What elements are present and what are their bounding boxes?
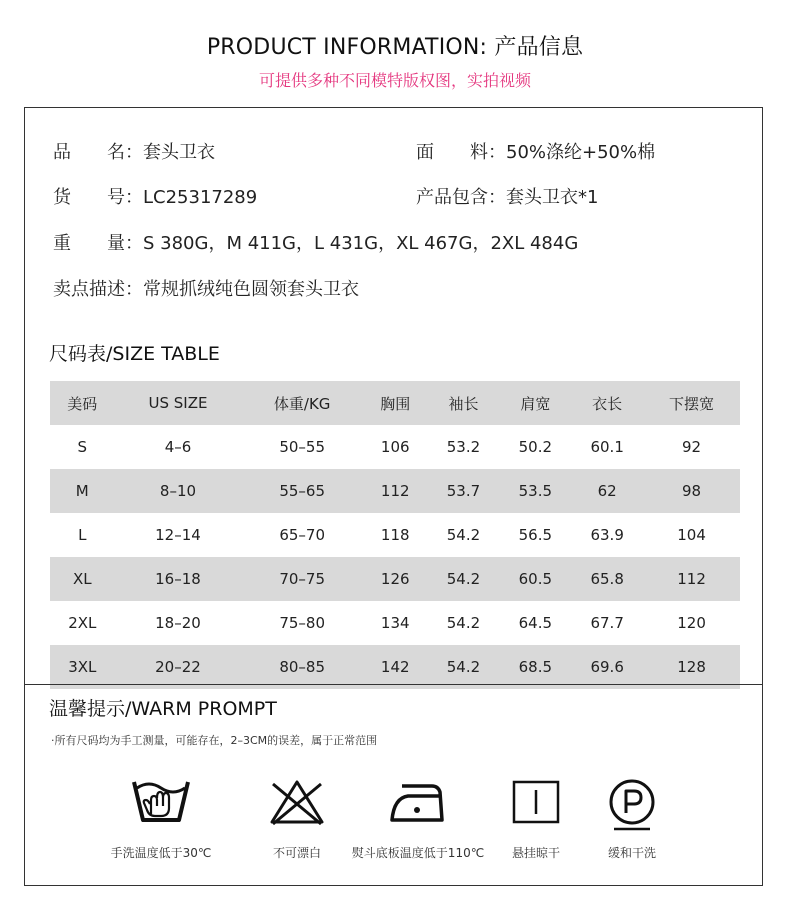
header-cell: 胸围 [380, 394, 411, 413]
table-cell: 60.1 [590, 438, 624, 456]
header-cell: 下摆宽 [669, 394, 715, 413]
table-cell: 134 [380, 614, 410, 632]
size-table [50, 381, 740, 689]
table-cell: 53.5 [518, 482, 553, 500]
table-cell: 69.6 [590, 658, 624, 676]
care-no-bleach [267, 776, 327, 860]
table-row [50, 425, 740, 469]
table-cell: 12–14 [155, 526, 201, 544]
table-cell: 2XL [68, 614, 97, 632]
table-cell: 106 [380, 438, 410, 456]
table-row [50, 469, 740, 513]
page-subtitle: 可提供多种不同模特版权图，实拍视频 [258, 71, 531, 90]
info-fabric-label: 面 料： [416, 142, 506, 163]
table-cell: 4–6 [164, 438, 192, 456]
care-hang-dry [506, 776, 566, 860]
table-cell: M [75, 482, 89, 500]
info-name-value: 套头卫衣 [143, 142, 215, 163]
table-cell: 20–22 [155, 658, 201, 676]
care-label: 熨斗底板温度低于110℃ [351, 846, 485, 860]
header-cell: US SIZE [148, 394, 208, 412]
table-row [50, 645, 740, 689]
table-cell: 80–85 [279, 658, 326, 676]
table-cell: 63.9 [590, 526, 624, 544]
table-row [50, 601, 740, 645]
table-cell: 55–65 [279, 482, 326, 500]
section-divider [25, 684, 762, 685]
table-cell: 56.5 [518, 526, 553, 544]
info-name-label: 品 名： [53, 142, 143, 163]
info-weight [53, 229, 578, 255]
table-cell: 142 [380, 658, 410, 676]
table-cell: 128 [677, 658, 706, 676]
info-selling [53, 275, 359, 301]
info-sku-value: LC25317289 [143, 187, 258, 208]
care-hand-wash [110, 776, 212, 860]
header-cell: 肩宽 [520, 394, 551, 413]
info-sku [53, 183, 257, 209]
care-label: 手洗温度低于30℃ [110, 846, 212, 860]
care-iron [351, 776, 485, 860]
table-cell: 54.2 [446, 614, 481, 632]
table-cell: 62 [597, 482, 617, 500]
table-cell: 118 [380, 526, 410, 544]
care-label: 悬挂晾干 [511, 846, 561, 860]
care-dry-clean [602, 776, 662, 860]
table-cell: 65.8 [590, 570, 624, 588]
no-bleach-icon [267, 776, 327, 828]
info-selling-label: 卖点描述： [53, 279, 143, 300]
table-cell: 16–18 [155, 570, 201, 588]
care-label: 不可漂白 [272, 846, 322, 860]
size-table-title: 尺码表/SIZE TABLE [49, 343, 220, 365]
table-cell: 3XL [68, 658, 97, 676]
table-cell: S [77, 438, 88, 456]
table-cell: 104 [677, 526, 706, 544]
header-cell: 衣长 [592, 394, 623, 413]
hang-dry-icon [506, 776, 566, 828]
table-cell: 8–10 [159, 482, 197, 500]
table-cell: 98 [682, 482, 702, 500]
table-cell: 65–70 [279, 526, 326, 544]
table-cell: 120 [677, 614, 706, 632]
info-package [416, 183, 598, 209]
info-sku-label: 货 号： [53, 187, 143, 208]
dry-clean-icon [602, 776, 662, 836]
table-cell: 92 [682, 438, 702, 456]
table-cell: 18–20 [155, 614, 201, 632]
table-cell: 50–55 [279, 438, 326, 456]
info-weight-label: 重 量： [53, 233, 143, 254]
table-cell: 75–80 [279, 614, 326, 632]
table-cell: 70–75 [279, 570, 326, 588]
iron-icon [388, 776, 448, 828]
measurement-note: ·所有尺码均为手工测量，可能存在，2–3CM的误差，属于正常范围 [51, 734, 378, 747]
hand-wash-icon [131, 776, 191, 828]
table-cell: 68.5 [518, 658, 553, 676]
care-label: 缓和干洗 [607, 846, 657, 860]
table-cell: 126 [380, 570, 410, 588]
info-fabric [416, 138, 655, 164]
table-cell: 112 [677, 570, 706, 588]
table-cell: 54.2 [446, 526, 481, 544]
table-cell: 50.2 [518, 438, 553, 456]
table-cell: 60.5 [518, 570, 553, 588]
header-cell: 美码 [67, 394, 98, 413]
info-name [53, 138, 215, 164]
product-info-box [24, 107, 763, 886]
table-row [50, 513, 740, 557]
info-fabric-value: 50%涤纶+50%棉 [506, 142, 656, 163]
header-cell: 袖长 [448, 394, 479, 413]
header-cell: 体重/KG [273, 394, 331, 413]
table-cell: XL [72, 570, 92, 588]
info-weight-value: S 380G，M 411G，L 431G，XL 467G，2XL 484G [143, 233, 579, 254]
page-title: PRODUCT INFORMATION: 产品信息 [206, 35, 584, 60]
table-cell: 53.7 [446, 482, 481, 500]
table-cell: L [78, 526, 87, 544]
info-selling-value: 常规抓绒纯色圆领套头卫衣 [143, 279, 359, 300]
table-cell: 112 [380, 482, 410, 500]
table-cell: 54.2 [446, 658, 481, 676]
info-package-label: 产品包含： [416, 187, 506, 208]
warm-prompt-title: 温馨提示/WARM PROMPT [49, 698, 277, 720]
table-cell: 53.2 [446, 438, 481, 456]
size-table-header-row [50, 381, 740, 425]
table-row [50, 557, 740, 601]
table-cell: 67.7 [590, 614, 624, 632]
table-cell: 64.5 [518, 614, 553, 632]
table-cell: 54.2 [446, 570, 481, 588]
info-package-value: 套头卫衣*1 [506, 187, 599, 208]
